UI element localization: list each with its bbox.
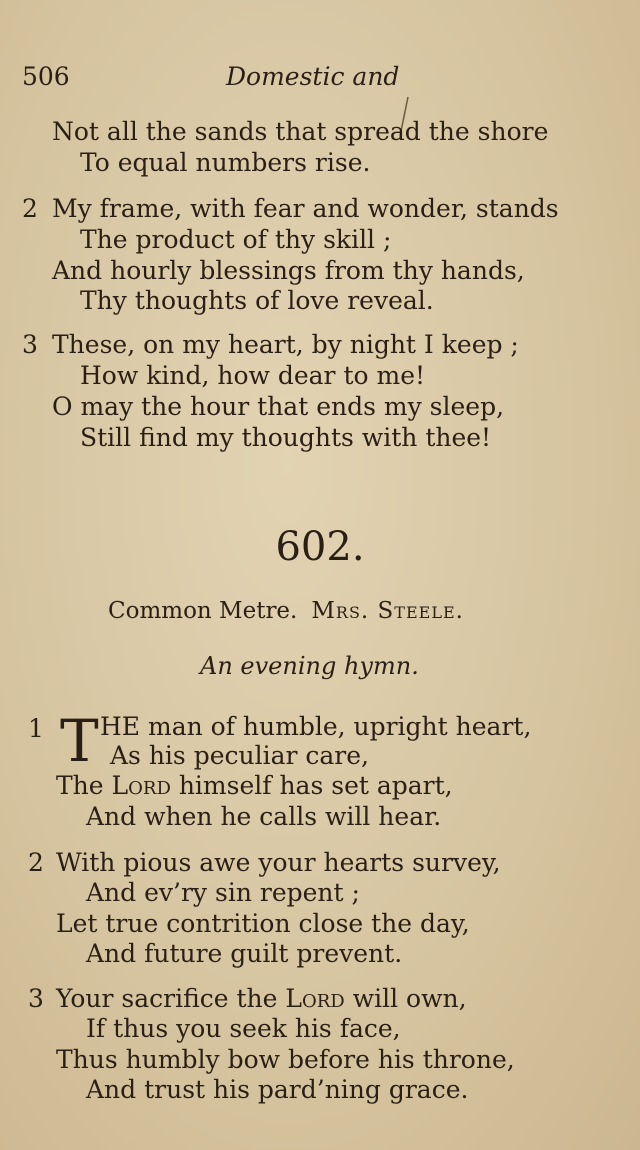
- verse-line: If thus you seek his face,: [86, 1014, 401, 1043]
- stanza-number: 1: [28, 714, 44, 743]
- page-number: 506: [22, 62, 70, 91]
- verse-line: HE man of humble, upright heart,: [100, 712, 532, 741]
- verse-line: And ev’ry sin repent ;: [86, 878, 360, 907]
- running-title: Domestic and: [226, 62, 400, 91]
- verse-line: [56, 986, 467, 1011]
- verse-line: As his peculiar care,: [110, 741, 369, 770]
- verse-fragment: will own,: [352, 984, 467, 1013]
- stanza-number: 2: [28, 848, 44, 877]
- author: Mrs. Steele.: [311, 598, 464, 624]
- stanza-number: 2: [22, 194, 38, 223]
- verse-line: How kind, how dear to me!: [80, 361, 426, 390]
- verse-line: O may the hour that ends my sleep,: [52, 392, 505, 421]
- verse-line: Thy thoughts of love reveal.: [80, 286, 434, 315]
- metre: Common Metre.: [108, 598, 298, 624]
- verse-line: And future guilt prevent.: [86, 939, 403, 968]
- verse-line: My frame, with fear and wonder, stands: [52, 194, 559, 223]
- verse-line: To equal numbers rise.: [80, 148, 371, 177]
- hymn-meta: [108, 598, 464, 624]
- stanza-number: 3: [28, 984, 44, 1013]
- verse-line: The product of thy skill ;: [80, 225, 392, 254]
- verse-line: [56, 773, 453, 798]
- drop-cap: T: [60, 707, 99, 775]
- verse-line: These, on my heart, by night I keep ;: [52, 330, 519, 359]
- verse-fragment: himself has set apart,: [178, 771, 453, 800]
- hymn-subtitle: An evening hymn.: [200, 652, 419, 680]
- stanza-number: 3: [22, 330, 38, 359]
- verse-line: Not all the sands that spread the shore: [52, 117, 549, 146]
- verse-word: The: [56, 771, 104, 800]
- verse-line: Thus humbly bow before his throne,: [56, 1045, 515, 1074]
- lord-small-caps: Lord: [111, 771, 171, 800]
- lord-small-caps: Lord: [285, 984, 345, 1013]
- verse-line: And trust his pard’ning grace.: [86, 1075, 469, 1104]
- verse-fragment: Your sacrifice the: [56, 984, 278, 1013]
- running-head: [0, 62, 640, 98]
- verse-line: With pious awe your hearts survey,: [56, 848, 501, 877]
- verse-line: And when he calls will hear.: [86, 802, 442, 831]
- verse-line: And hourly blessings from thy hands,: [52, 256, 525, 285]
- hymn-number: 602.: [275, 524, 365, 570]
- verse-line: Let true contrition close the day,: [56, 909, 470, 938]
- verse-line: Still find my thoughts with thee!: [80, 423, 492, 452]
